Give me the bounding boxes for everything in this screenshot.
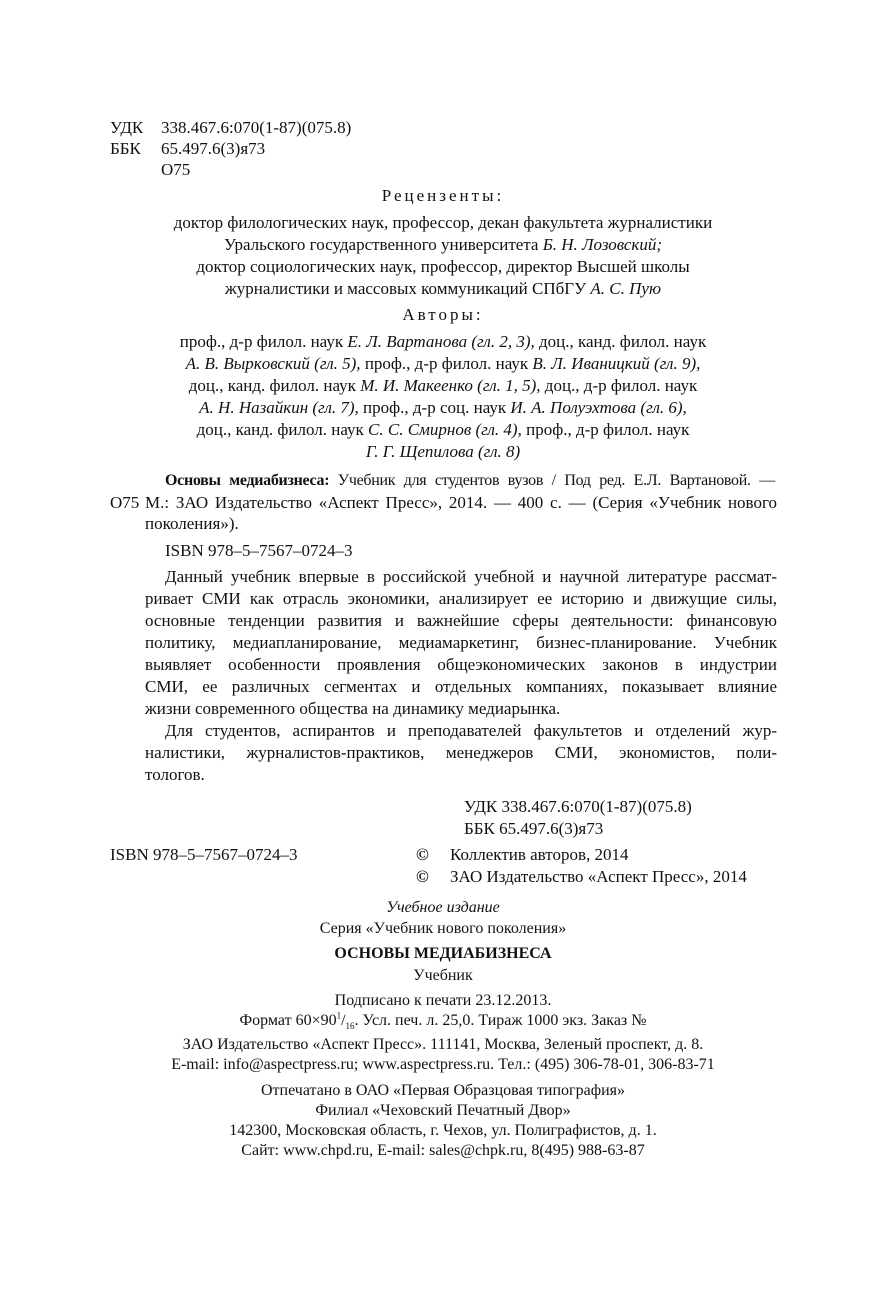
udk-value: 338.467.6:070(1-87)(075.8) — [161, 118, 352, 137]
reviewer-name: А. С. Пую — [590, 279, 661, 298]
citation-line-1: Основы медиабизнеса: Учебник для студентов вузов / Под ред. Е.Л. Вартановой. — — [165, 472, 775, 489]
book-title: Основы медиабизнеса: — [165, 472, 330, 489]
author-line: А. Н. Назайкин (гл. 7), проф., д-р соц. наук И. А. Полуэхтова (гл. 6), — [199, 398, 687, 417]
annotation-line: Данный учебник впервые в российской учебной и научной литературе рассмат- — [165, 567, 777, 586]
reviewers-heading: Рецензенты: — [381, 186, 505, 205]
imprint-genre: Учебник — [413, 967, 473, 984]
reviewer-line: доктор социологических наук, профессор, директор Высшей школы — [196, 257, 690, 276]
citation-isbn: ISBN 978–5–7567–0724–3 — [165, 541, 353, 560]
reviewer-line: Уральского государственного университета Б. Н. Лозовский; — [223, 235, 663, 254]
citation-line-2: М.: ЗАО Издательство «Аспект Пресс», 2014. — 400 с. — (Серия «Учебник нового — [145, 493, 777, 512]
citation-mark: О75 — [110, 493, 140, 512]
annotation-line: ривает СМИ как отрасль экономики, анализирует ее историю и движущие силы, — [145, 589, 777, 608]
author-line: А. В. Выркoвский (гл. 5), проф., д-р филол. наук В. Л. Иваницкий (гл. 9), — [185, 354, 701, 373]
copyright-symbol: © — [416, 867, 429, 886]
printer-line-1: Отпечатано в ОАО «Первая Образцовая типография» — [260, 1082, 626, 1099]
bbk-label: ББК — [110, 139, 141, 158]
annotation-line: налистики, журналистов-практиков, менеджеров СМИ, экономистов, поли- — [145, 743, 777, 762]
edition-type: Учебное издание — [386, 899, 500, 916]
udk-label: УДК — [110, 118, 144, 137]
index-bbk: ББК 65.497.6(3)я73 — [464, 819, 604, 838]
series-line: Серия «Учебник нового поколения» — [319, 920, 567, 937]
printer-line-3: 142300, Московская область, г. Чехов, ул. Полиграфистов, д. 1. — [229, 1122, 657, 1139]
contacts-line: E-mail: info@aspectpress.ru; www.aspectpress.ru. Тел.: (495) 306-78-01, 306-83-71 — [171, 1056, 715, 1073]
reviewer-line: доктор филологических наук, профессор, декан факультета журналистики — [173, 213, 713, 232]
citation-line-3: поколения»). — [145, 514, 239, 533]
author-line: доц., канд. филол. наук М. И. Макеенко (гл. 1, 5), доц., д-р филол. наук — [188, 376, 698, 395]
annotation-line: жизни современного общества на динамику медиарынка. — [145, 699, 561, 718]
imprint-title: ОСНОВЫ МЕДИАБИЗНЕСА — [334, 945, 552, 962]
publisher-line: ЗАО Издательство «Аспект Пресс». 111141, Москва, Зеленый проспект, д. 8. — [182, 1036, 704, 1053]
reviewer-name: Б. Н. Лозовский; — [542, 235, 663, 254]
copyright-line-1: Коллектив авторов, 2014 — [450, 845, 629, 864]
author-line: проф., д-р филол. наук Е. Л. Вартанова (гл. 2, 3), доц., канд. филол. наук — [179, 332, 707, 351]
author-line: доц., канд. филол. наук С. С. Смирнов (гл. 4), проф., д-р филол. наук — [196, 420, 690, 439]
printer-line-2: Филиал «Чеховский Печатный Двор» — [315, 1102, 571, 1119]
annotation-line: политику, медиапланирование, медиамаркетинг, бизнес-планирование. Учебник — [145, 633, 777, 652]
copyright-line-2: ЗАО Издательство «Аспект Пресс», 2014 — [450, 867, 747, 886]
copyright-isbn: ISBN 978–5–7567–0724–3 — [110, 845, 298, 864]
annotation-line: основные тенденции развития и важнейшие сферы деятельности: финансовую — [145, 611, 777, 630]
authors-heading: Авторы: — [402, 305, 484, 324]
signed-line: Подписано к печати 23.12.2013. — [334, 992, 552, 1009]
annotation-line: Для студентов, аспирантов и преподавателей факультетов и отделений жур- — [165, 721, 777, 740]
annotation-line: тологов. — [145, 765, 205, 784]
copyright-symbol: © — [416, 845, 429, 864]
reviewer-line: журналистики и массовых коммуникаций СПбГУ А. С. Пую — [225, 279, 661, 298]
author-line: Г. Г. Щепилова (гл. 8) — [365, 442, 521, 461]
annotation-line: СМИ, ее различных сегментах и отдельных компаниях, показывает влияние — [145, 677, 777, 696]
bbk-value: 65.497.6(3)я73 — [161, 139, 266, 158]
author-mark: О75 — [161, 160, 191, 179]
index-udk: УДК 338.467.6:070(1-87)(075.8) — [464, 797, 692, 816]
format-line: Формат $60\times 90^1/_{16}$. Усл. печ. л. 25,0. Тираж 1000 экз. Заказ № — [239, 1010, 647, 1032]
printer-line-4: Сайт: www.chpd.ru, E-mail: sales@chpk.ru, 8(495) 988-63-87 — [241, 1142, 645, 1159]
annotation-line: выявляет особенности проявления общеэкономических законов в индустрии — [145, 655, 777, 674]
